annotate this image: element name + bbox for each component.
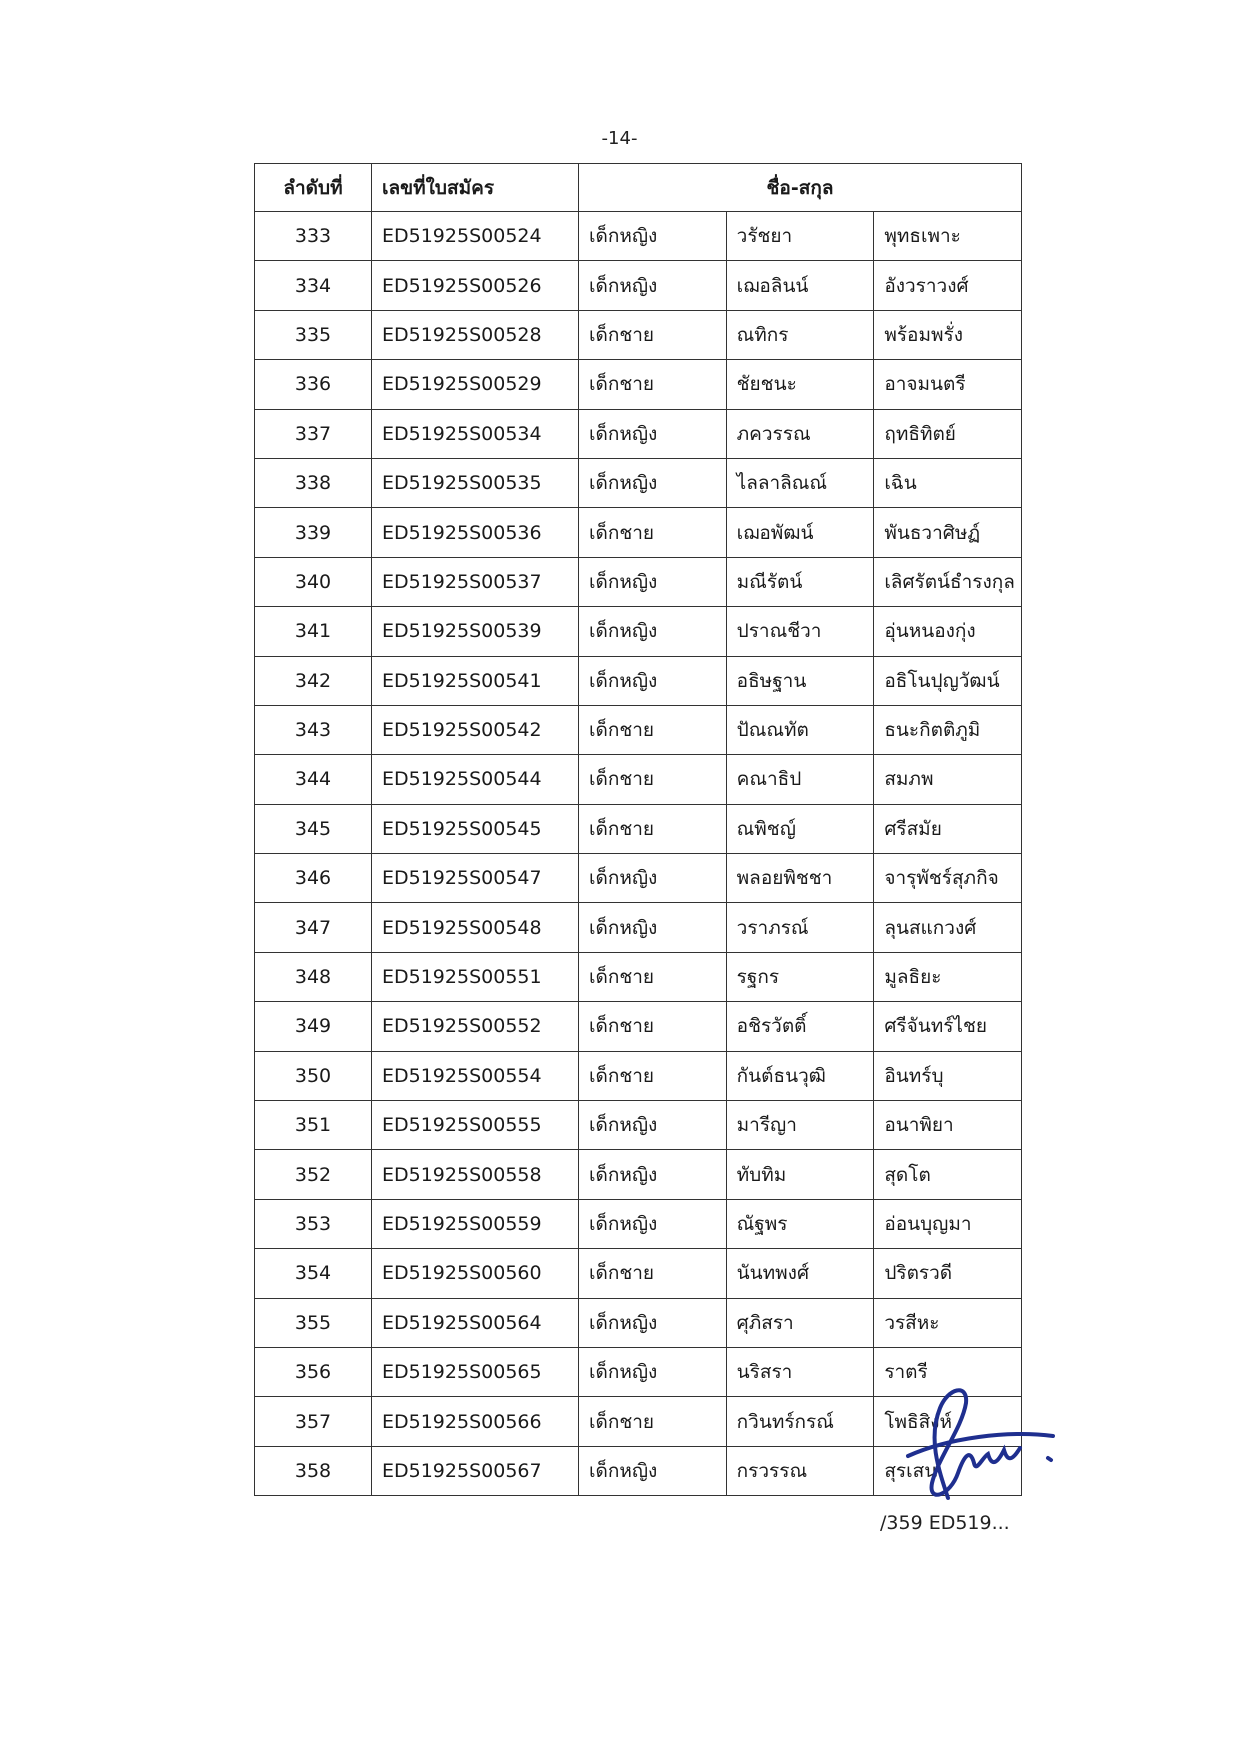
header-full-name: ชื่อ-สกุล	[579, 164, 1022, 212]
row-application-no: ED51925S00559	[372, 1199, 579, 1248]
row-application-no: ED51925S00529	[372, 360, 579, 409]
row-title: เด็กหญิง	[579, 903, 727, 952]
table-row	[255, 212, 1022, 261]
row-order: 355	[255, 1298, 372, 1347]
row-title: เด็กหญิง	[579, 1150, 727, 1199]
row-order: 348	[255, 952, 372, 1001]
table-row	[255, 508, 1022, 557]
table-row	[255, 607, 1022, 656]
row-application-no: ED51925S00534	[372, 409, 579, 458]
row-application-no: ED51925S00528	[372, 310, 579, 359]
row-order: 341	[255, 607, 372, 656]
row-last-name: เฉิน	[874, 458, 1022, 507]
row-application-no: ED51925S00548	[372, 903, 579, 952]
row-first-name: ณทิกร	[726, 310, 874, 359]
row-title: เด็กหญิง	[579, 1446, 727, 1495]
table-row	[255, 1150, 1022, 1199]
row-application-no: ED51925S00564	[372, 1298, 579, 1347]
row-last-name: ฤทธิทิตย์	[874, 409, 1022, 458]
row-last-name: อนาพิยา	[874, 1101, 1022, 1150]
row-last-name: ลุนสแกวงศ์	[874, 903, 1022, 952]
table-body	[255, 212, 1022, 1496]
row-order: 346	[255, 854, 372, 903]
row-application-no: ED51925S00544	[372, 755, 579, 804]
row-order: 351	[255, 1101, 372, 1150]
row-order: 357	[255, 1397, 372, 1446]
row-last-name: อาจมนตรี	[874, 360, 1022, 409]
table-header-row	[255, 164, 1022, 212]
table-row	[255, 755, 1022, 804]
row-first-name: อธิษฐาน	[726, 656, 874, 705]
row-last-name: พร้อมพรั่ง	[874, 310, 1022, 359]
table-row	[255, 1051, 1022, 1100]
row-first-name: เฌอลินน์	[726, 261, 874, 310]
row-application-no: ED51925S00524	[372, 212, 579, 261]
row-last-name: ธนะกิตติภูมิ	[874, 705, 1022, 754]
row-first-name: ปราณชีวา	[726, 607, 874, 656]
applicant-table	[254, 163, 1022, 1496]
row-first-name: ณพิชญ์	[726, 804, 874, 853]
table-row	[255, 705, 1022, 754]
row-title: เด็กหญิง	[579, 458, 727, 507]
row-title: เด็กหญิง	[579, 557, 727, 606]
row-application-no: ED51925S00565	[372, 1347, 579, 1396]
row-last-name: สุดโต	[874, 1150, 1022, 1199]
row-order: 339	[255, 508, 372, 557]
row-application-no: ED51925S00558	[372, 1150, 579, 1199]
row-first-name: นริสรา	[726, 1347, 874, 1396]
row-first-name: ไลลาลิณณ์	[726, 458, 874, 507]
row-application-no: ED51925S00526	[372, 261, 579, 310]
row-first-name: พลอยพิชชา	[726, 854, 874, 903]
row-first-name: อชิรวัตติ์	[726, 1002, 874, 1051]
row-order: 345	[255, 804, 372, 853]
row-application-no: ED51925S00547	[372, 854, 579, 903]
row-application-no: ED51925S00542	[372, 705, 579, 754]
row-order: 350	[255, 1051, 372, 1100]
table-row	[255, 1101, 1022, 1150]
row-order: 352	[255, 1150, 372, 1199]
table-row	[255, 854, 1022, 903]
row-first-name: รฐกร	[726, 952, 874, 1001]
row-first-name: วรัชยา	[726, 212, 874, 261]
row-first-name: นันทพงศ์	[726, 1249, 874, 1298]
row-last-name: อินทร์บุ	[874, 1051, 1022, 1100]
table-row	[255, 458, 1022, 507]
row-application-no: ED51925S00551	[372, 952, 579, 1001]
row-application-no: ED51925S00566	[372, 1397, 579, 1446]
table-row	[255, 557, 1022, 606]
table-row	[255, 409, 1022, 458]
row-first-name: คณาธิป	[726, 755, 874, 804]
row-title: เด็กหญิง	[579, 1101, 727, 1150]
row-first-name: ชัยชนะ	[726, 360, 874, 409]
row-last-name: จารุพัชร์สุภกิจ	[874, 854, 1022, 903]
row-order: 344	[255, 755, 372, 804]
row-order: 333	[255, 212, 372, 261]
row-title: เด็กหญิง	[579, 1298, 727, 1347]
row-first-name: ปัณณทัต	[726, 705, 874, 754]
row-last-name: ศรีจันทร์ไชย	[874, 1002, 1022, 1051]
row-first-name: ภควรรณ	[726, 409, 874, 458]
row-title: เด็กชาย	[579, 705, 727, 754]
row-last-name: พุทธเพาะ	[874, 212, 1022, 261]
row-application-no: ED51925S00554	[372, 1051, 579, 1100]
row-order: 336	[255, 360, 372, 409]
header-order: ลำดับที่	[255, 164, 372, 212]
row-title: เด็กหญิง	[579, 212, 727, 261]
row-last-name: ราตรี	[874, 1347, 1022, 1396]
row-last-name: อธิโนปุญวัฒน์	[874, 656, 1022, 705]
row-application-no: ED51925S00567	[372, 1446, 579, 1495]
row-last-name: เลิศรัตน์ธำรงกุล	[874, 557, 1022, 606]
table-row	[255, 310, 1022, 359]
table-row	[255, 1298, 1022, 1347]
row-title: เด็กหญิง	[579, 656, 727, 705]
row-order: 334	[255, 261, 372, 310]
signature	[888, 1378, 1058, 1518]
row-first-name: กวินทร์กรณ์	[726, 1397, 874, 1446]
row-first-name: วราภรณ์	[726, 903, 874, 952]
row-order: 353	[255, 1199, 372, 1248]
row-application-no: ED51925S00552	[372, 1002, 579, 1051]
row-last-name: ปริตรวดี	[874, 1249, 1022, 1298]
row-first-name: กรวรรณ	[726, 1446, 874, 1495]
row-application-no: ED51925S00536	[372, 508, 579, 557]
row-title: เด็กชาย	[579, 360, 727, 409]
row-application-no: ED51925S00541	[372, 656, 579, 705]
row-last-name: โพธิสิงห์	[874, 1397, 1022, 1446]
row-first-name: ศุภิสรา	[726, 1298, 874, 1347]
row-application-no: ED51925S00537	[372, 557, 579, 606]
row-title: เด็กหญิง	[579, 607, 727, 656]
table-row	[255, 1249, 1022, 1298]
row-application-no: ED51925S00545	[372, 804, 579, 853]
row-application-no: ED51925S00535	[372, 458, 579, 507]
row-last-name: อ่อนบุญมา	[874, 1199, 1022, 1248]
row-title: เด็กหญิง	[579, 409, 727, 458]
row-application-no: ED51925S00539	[372, 607, 579, 656]
row-order: 337	[255, 409, 372, 458]
row-first-name: กันต์ธนวุฒิ	[726, 1051, 874, 1100]
row-order: 335	[255, 310, 372, 359]
row-first-name: มารีญา	[726, 1101, 874, 1150]
table-row	[255, 360, 1022, 409]
table-row	[255, 656, 1022, 705]
row-order: 343	[255, 705, 372, 754]
row-last-name: สุรเสน	[874, 1446, 1022, 1495]
row-first-name: ณัฐพร	[726, 1199, 874, 1248]
row-order: 342	[255, 656, 372, 705]
continuation-note: /359 ED519...	[880, 1512, 1010, 1534]
row-order: 358	[255, 1446, 372, 1495]
table-row	[255, 804, 1022, 853]
table-row	[255, 261, 1022, 310]
row-last-name: พันธวาศิษฏ์	[874, 508, 1022, 557]
header-application-no: เลขที่ใบสมัคร	[372, 164, 579, 212]
row-title: เด็กชาย	[579, 1002, 727, 1051]
row-title: เด็กหญิง	[579, 261, 727, 310]
row-title: เด็กหญิง	[579, 1199, 727, 1248]
row-order: 349	[255, 1002, 372, 1051]
row-application-no: ED51925S00555	[372, 1101, 579, 1150]
table-row	[255, 1002, 1022, 1051]
row-application-no: ED51925S00560	[372, 1249, 579, 1298]
table-row	[255, 1199, 1022, 1248]
row-title: เด็กหญิง	[579, 854, 727, 903]
page-number: -14-	[601, 128, 638, 149]
row-title: เด็กชาย	[579, 508, 727, 557]
row-title: เด็กชาย	[579, 1397, 727, 1446]
row-first-name: ทับทิม	[726, 1150, 874, 1199]
row-order: 356	[255, 1347, 372, 1396]
row-order: 354	[255, 1249, 372, 1298]
row-last-name: วรสีหะ	[874, 1298, 1022, 1347]
row-title: เด็กชาย	[579, 755, 727, 804]
row-order: 347	[255, 903, 372, 952]
row-first-name: มณีรัตน์	[726, 557, 874, 606]
row-first-name: เฌอพัฒน์	[726, 508, 874, 557]
row-title: เด็กชาย	[579, 804, 727, 853]
row-order: 340	[255, 557, 372, 606]
row-title: เด็กชาย	[579, 1051, 727, 1100]
row-order: 338	[255, 458, 372, 507]
row-last-name: สมภพ	[874, 755, 1022, 804]
row-last-name: อุ่นหนองกุ่ง	[874, 607, 1022, 656]
row-last-name: ศรีสมัย	[874, 804, 1022, 853]
row-last-name: อังวราวงศ์	[874, 261, 1022, 310]
row-title: เด็กหญิง	[579, 1347, 727, 1396]
row-title: เด็กชาย	[579, 310, 727, 359]
row-title: เด็กชาย	[579, 952, 727, 1001]
row-last-name: มูลธิยะ	[874, 952, 1022, 1001]
row-title: เด็กชาย	[579, 1249, 727, 1298]
table-row	[255, 952, 1022, 1001]
table-row	[255, 903, 1022, 952]
